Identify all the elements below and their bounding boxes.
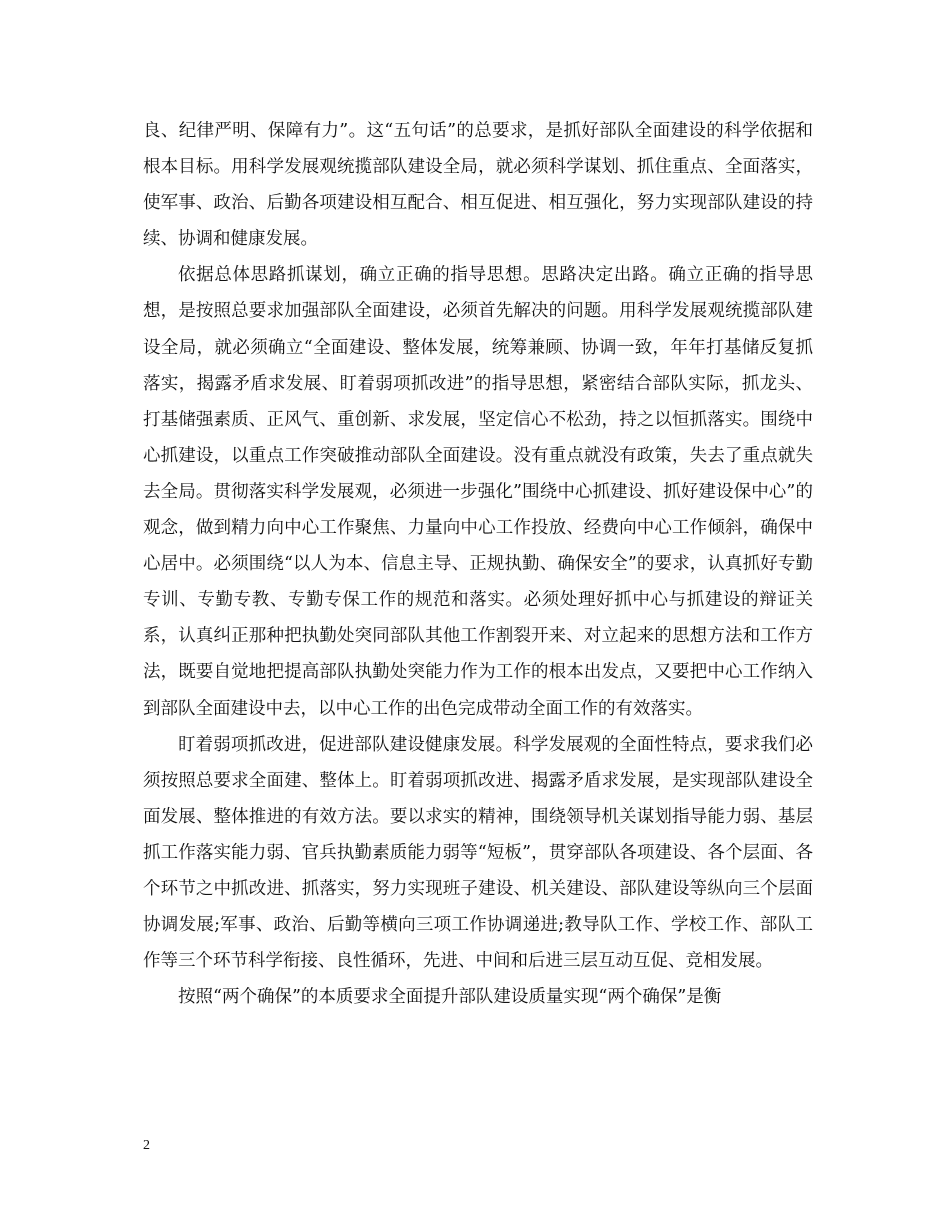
paragraph-2: 依据总体思路抓谋划，确立正确的指导思想。思路决定出路。确立正确的指导思想，是按照总要求加强部队全面建设，必须首先解决的问题。用科学发展观统揽部队建设全局，就必须确立“全面建设、整体发展，统筹兼顾、协调一致，年年打基储反复抓落实，揭露矛盾求发展、盯着弱项抓改进”的指导思想，紧密结合部队实际，抓龙头、打基储强素质、正风气、重创新、求发展，坚定信心不松劲，持之以恒抓落实。围绕中心抓建设，以重点工作突破推动部队全面建设。没有重点就没有政策，失去了重点就失去全局。贯彻落实科学发展观，必须进一步强化”围绕中心抓建设、抓好建设保中心”的观念，做到精力向中心工作聚焦、力量向中心工作投放、经费向中心工作倾斜，确保中心居中。必须围绕“以人为本、信息主导、正规执勤、确保安全”的要求，认真抓好专勤专训、专勤专教、专勤专保工作的规范和落实。必须处理好抓中心与抓建设的辩证关系，认真纠正那种把执勤处突同部队其他工作割裂开来、对立起来的思想方法和工作方法，既要自觉地把提高部队执勤处突能力作为工作的根本出发点，又要把中心工作纳入到部队全面建设中去，以中心工作的出色完成带动全面工作的有效落实。 <box>143 265 813 719</box>
body-text <box>143 113 813 1015</box>
page-number: 2 <box>143 1138 150 1153</box>
paragraph-1: 良、纪律严明、保障有力”。这“五句话”的总要求，是抓好部队全面建设的科学依据和根本目标。用科学发展观统揽部队建设全局，就必须科学谋划、抓住重点、全面落实，使军事、政治、后勤各项建设相互配合、相互促进、相互强化，努力实现部队建设的持续、协调和健康发展。 <box>143 121 813 250</box>
paragraph-3: 盯着弱项抓改进，促进部队建设健康发展。科学发展观的全面性特点，要求我们必须按照总要求全面建、整体上。盯着弱项抓改进、揭露矛盾求发展，是实现部队建设全面发展、整体推进的有效方法。要以求实的精神，围绕领导机关谋划指导能力弱、基层抓工作落实能力弱、官兵执勤素质能力弱等“短板”，贯穿部队各项建设、各个层面、各个环节之中抓改进、抓落实，努力实现班子建设、机关建设、部队建设等纵向三个层面协调发展;军事、政治、后勤等横向三项工作协调递进;教导队工作、学校工作、部队工作等三个环节科学衔接、良性循环，先进、中间和后进三层互动互促、竞相发展。 <box>143 734 813 972</box>
paragraph-4: 按照“两个确保”的本质要求全面提升部队建设质量实现“两个确保”是衡 <box>178 987 722 1008</box>
